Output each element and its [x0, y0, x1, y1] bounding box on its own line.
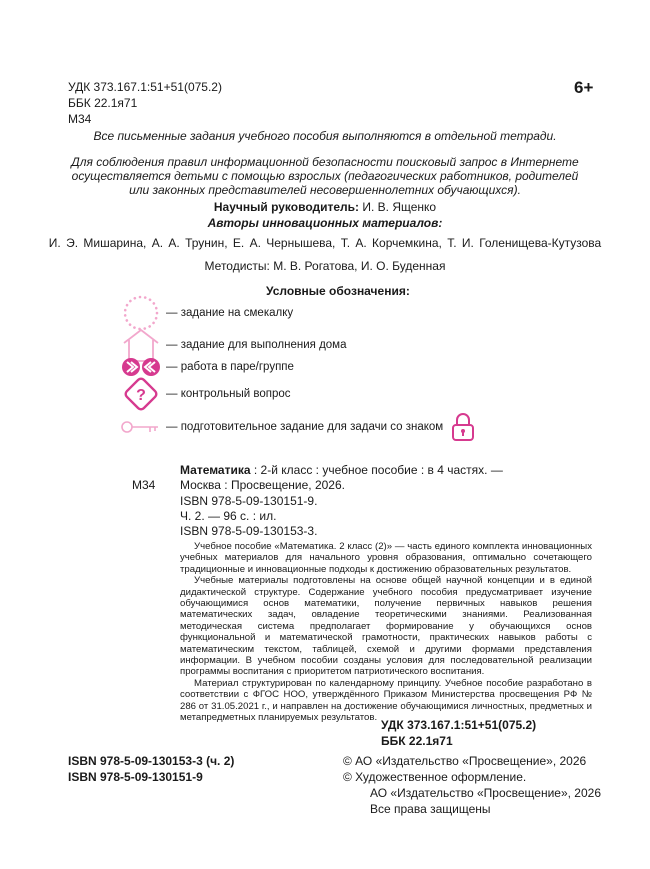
supervisor-line [0, 200, 650, 214]
age-rating: 6+ [574, 78, 594, 97]
footer-bbk: ББК 22.1я71 [381, 734, 453, 748]
legend-item-smekalka [120, 296, 293, 330]
legend-text-question: — контрольный вопрос [166, 388, 291, 400]
dotted-circle-icon [120, 296, 162, 330]
udk-code: УДК 373.167.1:51+51(075.2) [68, 80, 222, 94]
authors-list: И. Э. Мишарина, А. А. Трунин, Е. А. Чернышева, Т. А. Корчемкина, Т. И. Голенищева-Кутузова [48, 236, 602, 250]
legend-text-home: — задание для выполнения дома [166, 339, 347, 351]
annotation-paragraph-2: Учебные материалы подготовлены на основе общей научной концепции и в единой дидактической структуре. Содержание учебного пособия предусматривает изучение обучающимися основ математики, получение первичных навыков решения математических задач, овладение теоретическими знаниями. Реализованная методическая система предполагает формирование у обучающихся основ функциональной и математической грамотности, практических навыков работы с математическим текстом, таблицей, схемой и другими формами представления информации. В учебном пособии созданы условия для последовательной реализации программы воспитания с приоритетом патриотического воспитания. [180, 575, 592, 678]
catalog-title-line [180, 463, 503, 477]
annotation-paragraph-1: Учебное пособие «Математика. 2 класс (2)» — часть единого комплекта инновационных учебных материалов для начального уровня образования, оптимально сочетающего традиционные и инновационные подходы к достижению образовательных результатов. [180, 541, 592, 575]
copyright-publisher: © АО «Издательство «Просвещение», 2026 [343, 754, 587, 768]
legend-title: Условные обозначения: [266, 284, 410, 298]
supervisor-name: И. В. Ященко [359, 200, 437, 214]
catalog-author-mark: М34 [132, 478, 156, 492]
annotation [180, 541, 592, 724]
copyright-design-owner: АО «Издательство «Просвещение», 2026 [370, 786, 602, 800]
methodists: Методисты: М. В. Рогатова, И. О. Буденная [204, 259, 446, 273]
catalog-isbn-part: ISBN 978-5-09-130153-3. [180, 524, 318, 538]
author-mark: М34 [68, 112, 92, 126]
supervisor-label: Научный руководитель: [213, 200, 360, 214]
footer-isbn-set: ISBN 978-5-09-130151-9 [68, 770, 203, 784]
safety-note-line2: осуществляется детьми с помощью взрослых (педагогических работников, родителей [71, 169, 579, 183]
annotation-paragraph-3: Материал структурирован по календарному принципу. Учебное пособие разработано в соответствии с ФГОС НОО, утверждённого Приказом Министерства просвещения РФ № 286 от 31.05.2021 г., и направлен на достижение обучающимися личностных, предметных и метапредметных планируемых результатов. [180, 677, 592, 724]
lock-icon [451, 412, 475, 442]
legend-item-question [120, 377, 291, 411]
footer-udk: УДК 373.167.1:51+51(075.2) [381, 718, 537, 732]
legend-text-pair: — работа в паре/группе [166, 361, 294, 373]
catalog-title: Математика [180, 463, 251, 477]
catalog-isbn-set: ISBN 978-5-09-130151-9. [180, 494, 318, 508]
catalog-title-rest: : 2-й класс : учебное пособие : в 4 частях. — [250, 463, 503, 477]
copyright-design: © Художественное оформление. [343, 770, 527, 784]
safety-note-line1: Для соблюдения правил информационной безопасности поисковый запрос в Интернете [71, 155, 579, 169]
rights-reserved: Все права защищены [370, 802, 491, 816]
svg-text:?: ? [136, 387, 146, 404]
legend-text-smekalka: — задание на смекалку [166, 307, 294, 319]
footer-isbn-part: ISBN 978-5-09-130153-3 (ч. 2) [68, 754, 235, 768]
authors-heading: Авторы инновационных материалов: [207, 216, 443, 230]
bbk-code: ББК 22.1я71 [68, 96, 138, 110]
catalog-part-pages: Ч. 2. — 96 с. : ил. [180, 509, 277, 523]
safety-note-line3: или законных представителей несовершеннолетних обучающихся). [129, 183, 521, 197]
catalog-publisher: Москва : Просвещение, 2026. [180, 478, 345, 492]
legend-text-key: — подготовительное задание для задачи со знаком [166, 421, 444, 433]
key-icon [120, 410, 162, 444]
written-tasks-note: Все письменные задания учебного пособия выполняются в отдельной тетради. [93, 129, 557, 143]
legend-item-key [120, 410, 475, 444]
question-diamond-icon [120, 377, 162, 411]
